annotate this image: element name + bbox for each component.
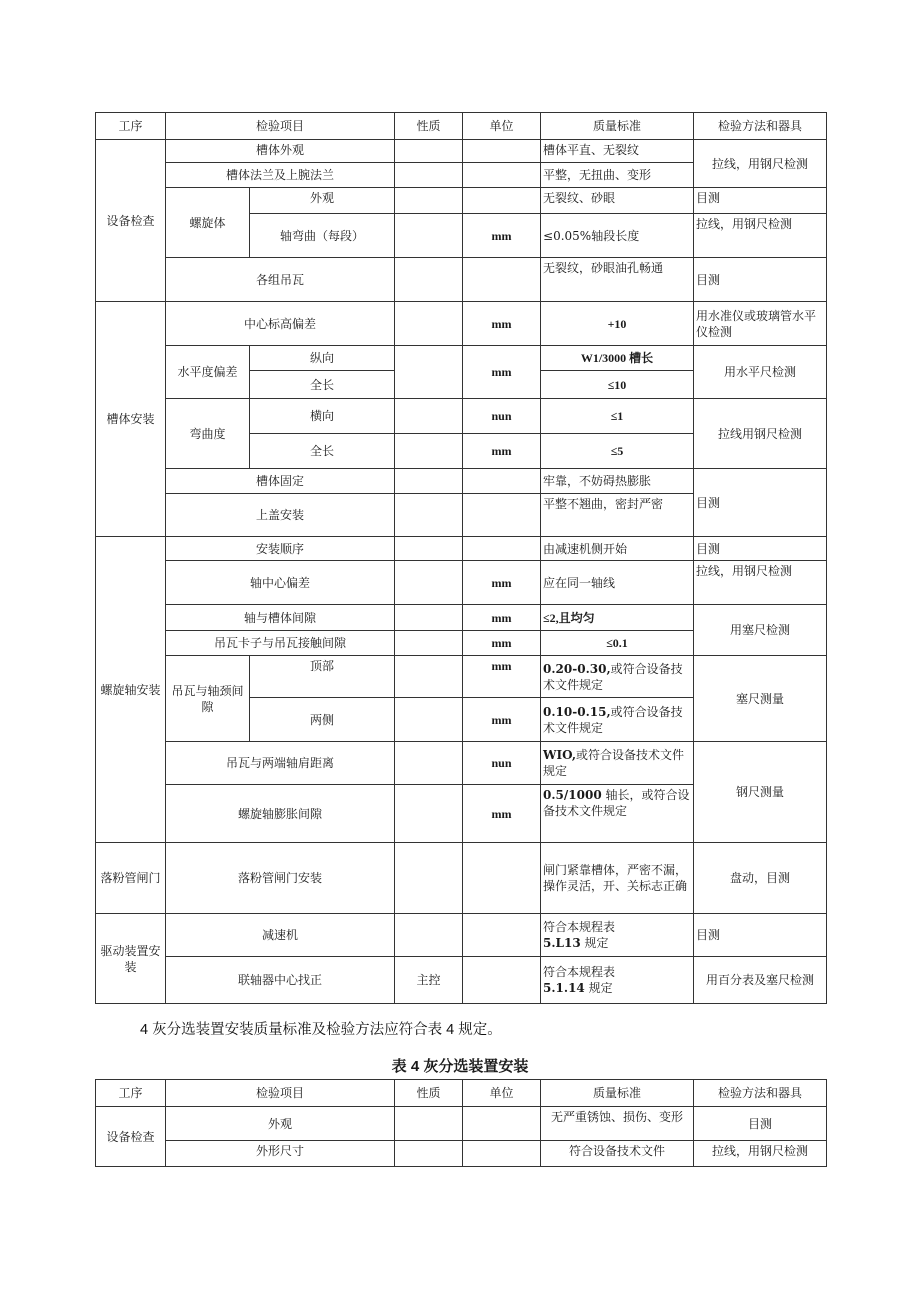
table-row bbox=[96, 843, 827, 914]
inspection-table-4 bbox=[95, 1079, 827, 1167]
unit-cell: mm bbox=[463, 214, 541, 258]
item-cell: 螺旋轴膨胀间隙 bbox=[166, 785, 395, 843]
item-cell: 吊瓦与两端轴肩距离 bbox=[166, 742, 395, 785]
group-cell: 弯曲度 bbox=[166, 399, 250, 469]
table-row bbox=[96, 605, 827, 631]
standard-cell: ≤10 bbox=[541, 371, 694, 399]
method-cell: 拉线，用钢尺检测 bbox=[694, 561, 827, 605]
table-row bbox=[96, 469, 827, 494]
method-cell: 目测 bbox=[694, 914, 827, 957]
standard-cell: 0.10-0.15,或符合设备技术文件规定 bbox=[541, 698, 694, 742]
method-cell: 拉线用钢尺检测 bbox=[694, 399, 827, 469]
header-standard: 质量标准 bbox=[541, 113, 694, 140]
standard-cell: 槽体平直、无裂纹 bbox=[541, 140, 694, 163]
sub-item-cell: 顶部 bbox=[250, 656, 395, 698]
standard-cell: 应在同一轴线 bbox=[541, 561, 694, 605]
header-row bbox=[96, 1080, 827, 1107]
standard-cell: +10 bbox=[541, 302, 694, 346]
item-cell: 槽体外观 bbox=[166, 140, 395, 163]
sub-item-cell: 外观 bbox=[250, 188, 395, 214]
header-item: 检验项目 bbox=[166, 113, 395, 140]
standard-cell: 符合本规程表 5.L13 规定 bbox=[541, 914, 694, 957]
unit-cell: mm bbox=[463, 346, 541, 399]
method-cell: 用水平尺检测 bbox=[694, 346, 827, 399]
standard-cell: ≤0.05%轴段长度 bbox=[541, 214, 694, 258]
standard-cell: 牢靠，不妨碍热膨胀 bbox=[541, 469, 694, 494]
sub-item-cell: 全长 bbox=[250, 434, 395, 469]
header-process: 工序 bbox=[96, 1080, 166, 1107]
header-nature: 性质 bbox=[395, 1080, 463, 1107]
table-row bbox=[96, 914, 827, 957]
item-cell: 轴中心偏差 bbox=[166, 561, 395, 605]
table-row bbox=[96, 188, 827, 214]
header-row bbox=[96, 113, 827, 140]
unit-cell: mm bbox=[463, 698, 541, 742]
item-cell: 联轴器中心找正 bbox=[166, 957, 395, 1004]
unit-cell: mm bbox=[463, 434, 541, 469]
item-cell: 上盖安装 bbox=[166, 494, 395, 537]
inspection-table-3 bbox=[95, 112, 827, 1004]
header-unit: 单位 bbox=[463, 1080, 541, 1107]
sub-item-cell: 轴弯曲（每段） bbox=[250, 214, 395, 258]
table-caption: 表 4 灰分选装置安装 bbox=[391, 1058, 529, 1075]
unit-cell: mm bbox=[463, 302, 541, 346]
standard-cell: ≤1 bbox=[541, 399, 694, 434]
table-row bbox=[96, 1107, 827, 1141]
standard-cell: ≤2,且均匀 bbox=[541, 605, 694, 631]
unit-cell: mm bbox=[463, 605, 541, 631]
group-cell: 吊瓦与轴颈间隙 bbox=[166, 656, 250, 742]
standard-cell: 符合本规程表 5.1.14 规定 bbox=[541, 957, 694, 1004]
item-cell: 外观 bbox=[166, 1107, 395, 1141]
standard-cell: 由减速机侧开始 bbox=[541, 537, 694, 561]
item-cell: 安装顺序 bbox=[166, 537, 395, 561]
item-cell: 槽体法兰及上腕法兰 bbox=[166, 163, 395, 188]
method-cell: 钢尺测量 bbox=[694, 742, 827, 843]
item-cell: 轴与槽体间隙 bbox=[166, 605, 395, 631]
standard-cell: ≤0.1 bbox=[541, 631, 694, 656]
standard-cell: 闸门紧靠槽体，严密不漏，操作灵活，开、关标志正确 bbox=[541, 843, 694, 914]
unit-cell: mm bbox=[463, 656, 541, 698]
section-cell: 设备检查 bbox=[96, 1107, 166, 1167]
method-cell: 拉线，用钢尺检测 bbox=[694, 140, 827, 188]
sub-item-cell: 横向 bbox=[250, 399, 395, 434]
item-cell: 中心标高偏差 bbox=[166, 302, 395, 346]
method-cell: 用塞尺检测 bbox=[694, 605, 827, 656]
header-item: 检验项目 bbox=[166, 1080, 395, 1107]
group-cell: 水平度偏差 bbox=[166, 346, 250, 399]
item-cell: 各组吊瓦 bbox=[166, 258, 395, 302]
standard-cell: W1/3000 槽长 bbox=[541, 346, 694, 371]
standard-cell: 无裂纹，砂眼油孔畅通 bbox=[541, 258, 694, 302]
unit-cell: nun bbox=[463, 399, 541, 434]
table-row bbox=[96, 346, 827, 371]
method-cell: 目测 bbox=[694, 258, 827, 302]
table-row bbox=[96, 742, 827, 785]
header-unit: 单位 bbox=[463, 113, 541, 140]
unit-cell: nun bbox=[463, 742, 541, 785]
item-cell: 落粉管闸门安装 bbox=[166, 843, 395, 914]
method-cell: 用水准仪或玻璃管水平仪检测 bbox=[694, 302, 827, 346]
method-cell: 塞尺测量 bbox=[694, 656, 827, 742]
standard-cell: 平整不翘曲，密封严密 bbox=[541, 494, 694, 537]
section-cell: 螺旋轴安装 bbox=[96, 537, 166, 843]
header-standard: 质量标准 bbox=[541, 1080, 694, 1107]
header-method: 检验方法和器具 bbox=[694, 1080, 827, 1107]
standard-cell: WIO,或符合设备技术文件规定 bbox=[541, 742, 694, 785]
standard-cell: ≤5 bbox=[541, 434, 694, 469]
item-cell: 减速机 bbox=[166, 914, 395, 957]
method-cell: 用百分表及塞尺检测 bbox=[694, 957, 827, 1004]
method-cell: 目测 bbox=[694, 537, 827, 561]
unit-cell: mm bbox=[463, 785, 541, 843]
table-row bbox=[96, 656, 827, 698]
method-cell: 拉线，用钢尺检测 bbox=[694, 1141, 827, 1167]
header-process: 工序 bbox=[96, 113, 166, 140]
method-cell: 目测 bbox=[694, 1107, 827, 1141]
table-row bbox=[96, 561, 827, 605]
table-row bbox=[96, 140, 827, 163]
standard-cell: 0.5/1000 轴长，或符合设备技术文件规定 bbox=[541, 785, 694, 843]
sub-item-cell: 两侧 bbox=[250, 698, 395, 742]
method-cell: 拉线，用钢尺检测 bbox=[694, 214, 827, 258]
item-cell: 槽体固定 bbox=[166, 469, 395, 494]
method-cell: 目测 bbox=[694, 469, 827, 537]
section-cell: 落粉管闸门 bbox=[96, 843, 166, 914]
item-cell: 外形尺寸 bbox=[166, 1141, 395, 1167]
unit-cell: mm bbox=[463, 561, 541, 605]
sub-item-cell: 全长 bbox=[250, 371, 395, 399]
section-cell: 槽体安装 bbox=[96, 302, 166, 537]
nature-cell: 主控 bbox=[395, 957, 463, 1004]
group-cell: 螺旋体 bbox=[166, 188, 250, 258]
table-row bbox=[96, 399, 827, 434]
method-cell: 目测 bbox=[694, 188, 827, 214]
table-row bbox=[96, 537, 827, 561]
table-row bbox=[96, 957, 827, 1004]
item-cell: 吊瓦卡子与吊瓦接触间隙 bbox=[166, 631, 395, 656]
standard-cell: 符合设备技术文件 bbox=[541, 1141, 694, 1167]
sub-item-cell: 纵向 bbox=[250, 346, 395, 371]
unit-cell: mm bbox=[463, 631, 541, 656]
standard-cell: 0.20-0.30,或符合设备技术文件规定 bbox=[541, 656, 694, 698]
table-row bbox=[96, 1141, 827, 1167]
body-paragraph: 4 灰分选装置安装质量标准及检验方法应符合表 4 规定。 bbox=[140, 1022, 502, 1038]
standard-cell: 平整，无扭曲、变形 bbox=[541, 163, 694, 188]
table-row bbox=[96, 302, 827, 346]
standard-cell: 无严重锈蚀、损伤、变形 bbox=[541, 1107, 694, 1141]
method-cell: 盘动，目测 bbox=[694, 843, 827, 914]
section-cell: 驱动装置安装 bbox=[96, 914, 166, 1004]
header-method: 检验方法和器具 bbox=[694, 113, 827, 140]
header-nature: 性质 bbox=[395, 113, 463, 140]
section-cell: 设备检查 bbox=[96, 140, 166, 302]
standard-cell: 无裂纹、砂眼 bbox=[541, 188, 694, 214]
table-row bbox=[96, 258, 827, 302]
